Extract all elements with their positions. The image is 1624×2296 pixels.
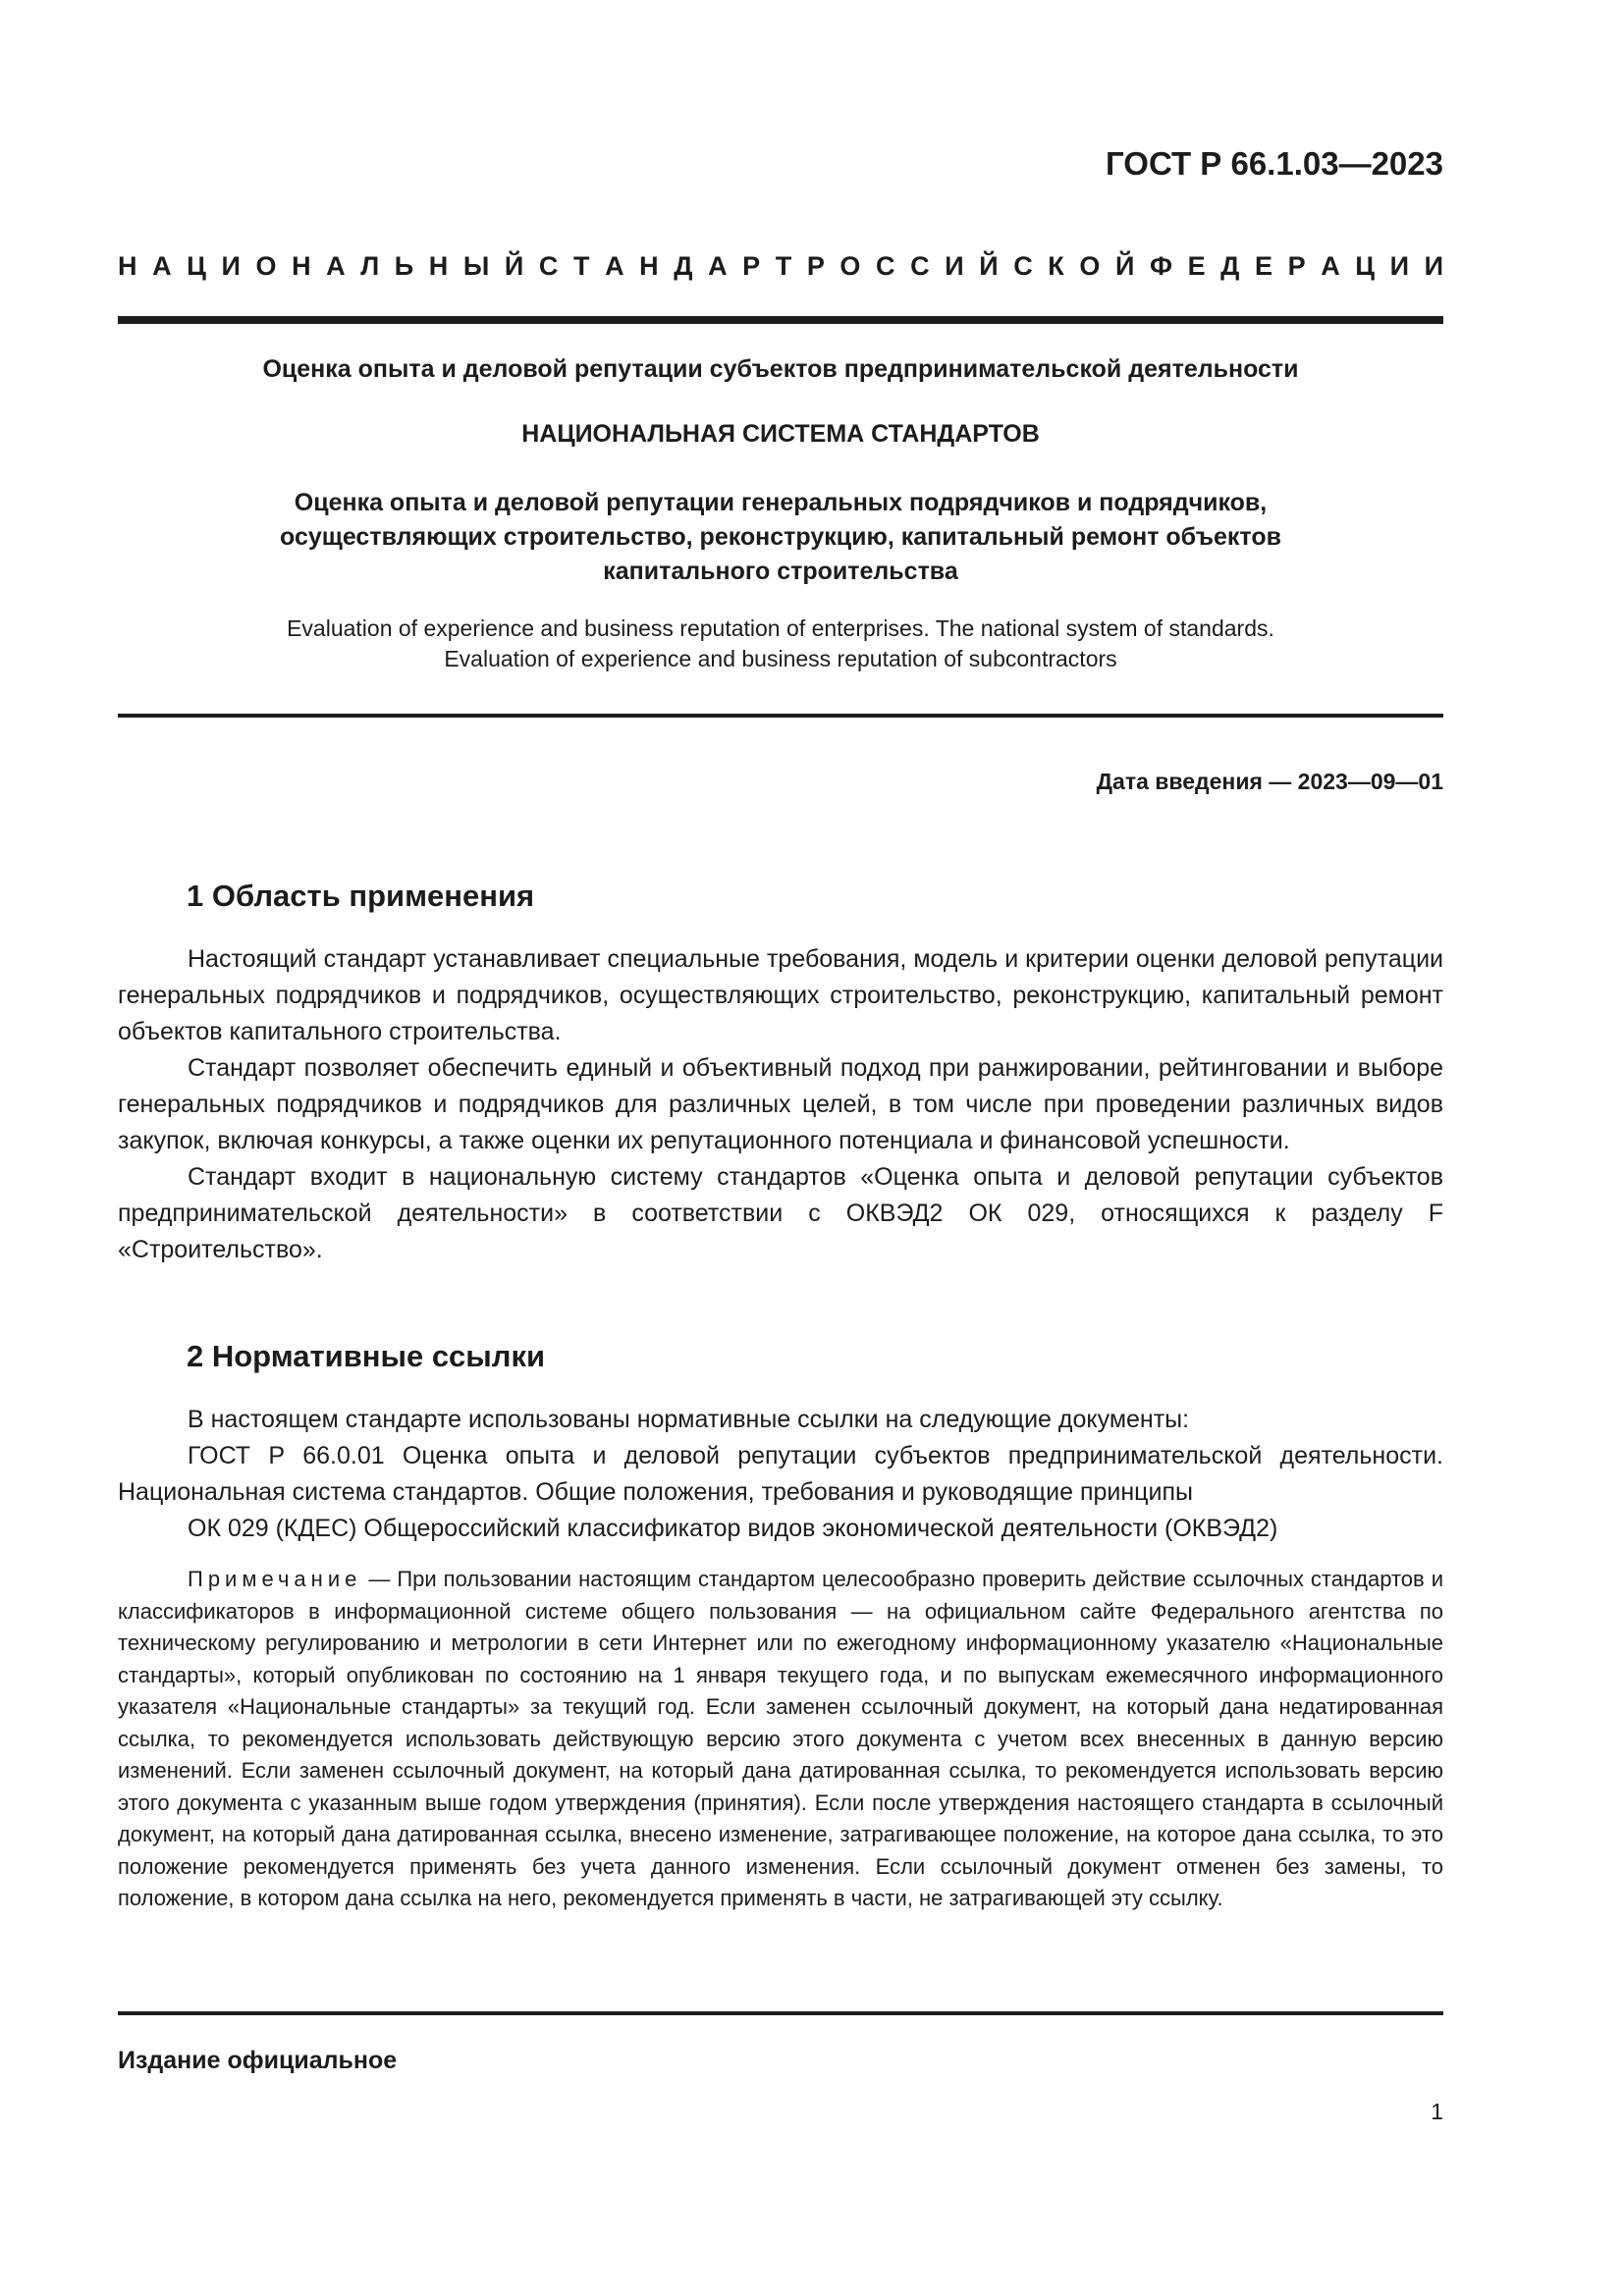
english-title-line-2: Evaluation of experience and business reputation of subcontractors [444, 646, 1117, 671]
title-divider [118, 714, 1443, 718]
page-number: 1 [1431, 2099, 1443, 2124]
english-title [118, 614, 1443, 674]
note-label: Примечание [188, 1567, 362, 1591]
section-1-heading: 1 Область применения [187, 879, 535, 913]
gost-number: ГОСТ Р 66.1.03—2023 [1106, 145, 1443, 182]
series-title: Оценка опыта и деловой репутации субъектов предпринимательской деятельности [262, 355, 1299, 383]
main-title-line-1: Оценка опыта и деловой репутации генеральных подрядчиков и подрядчиков, [294, 489, 1268, 516]
national-standard-banner: Н А Ц И О Н А Л Ь Н Ы Й С Т А Н Д А Р Т Р О С С И Й С К О Й Ф Е Д Е Р А Ц И И [118, 251, 1443, 281]
note-text: — При пользовании настоящим стандартом целесообразно проверить действие ссылочных стандартов и классификаторов в информационной системе общего пользования — на официальном сайте Федерального агентства по техническому регулированию и метрологии в сети Интернет или по ежегодному информационному указателю «Национальные стандарты», который опубликован по состоянию на 1 января текущего года, и по выпускам ежемесячного информационного указателя «Национальные стандарты» за текущий год. Если заменен ссылочный документ, на который дана недатированная ссылка, то рекомендуется использовать действующую версию этого документа с учетом всех внесенных в данную версию изменений. Если заменен ссылочный документ, на который дана датированная ссылка, то рекомендуется использовать версию этого документа с указанным выше годом утверждения (принятия). Если после утверждения настоящего стандарта в ссылочный документ, на который дана датированная ссылка, внесено изменение, затрагивающее положение, на которое дана ссылка, то это положение рекомендуется применять без учета данного изменения. Если ссылочный документ отменен без замены, то положение, в котором дана ссылка на него, рекомендуется применять в части, не затрагивающей эту ссылку. [118, 1567, 1443, 1910]
system-title: НАЦИОНАЛЬНАЯ СИСТЕМА СТАНДАРТОВ [521, 420, 1040, 448]
english-title-line-1: Evaluation of experience and business reputation of enterprises. The national system of standards. [287, 615, 1274, 641]
main-title-line-2: осуществляющих строительство, реконструкцию, капитальный ремонт объектов [280, 523, 1281, 551]
intro-date: Дата введения — 2023—09—01 [1096, 769, 1443, 794]
section-1-body [118, 941, 1443, 1268]
section-1-paragraph: Стандарт позволяет обеспечить единый и объективный подход при ранжировании, рейтинговании и выборе генеральных подрядчиков и подрядчиков для различных целей, в том числе при проведении различных видов закупок, включая конкурсы, а также оценки их репутационного потенциала и финансовой успешности. [118, 1054, 1443, 1154]
section-2-heading: 2 Нормативные ссылки [187, 1339, 546, 1373]
note-paragraph [118, 1564, 1443, 1915]
reference-item: ОК 029 (КДЕС) Общероссийский классификатор видов экономической деятельности (ОКВЭД2) [188, 1515, 1278, 1542]
section-1-paragraph: Стандарт входит в национальную систему стандартов «Оценка опыта и деловой репутации субъектов предпринимательской деятельности» в соответствии с ОКВЭД2 ОК 029, относящихся к разделу F «Строительство». [118, 1163, 1443, 1263]
reference-item: ГОСТ Р 66.0.01 Оценка опыта и деловой репутации субъектов предпринимательской деятельности. Национальная система стандартов. Общие положения, требования и руководящие принципы [118, 1442, 1443, 1506]
section-1-paragraph: Настоящий стандарт устанавливает специальные требования, модель и критерии оценки деловой репутации генеральных подрядчиков и подрядчиков, осуществляющих строительство, реконструкцию, капитальный ремонт объектов капитального строительства. [118, 945, 1443, 1045]
main-title-line-3: капитального строительства [603, 558, 958, 585]
footer-divider [118, 2011, 1443, 2015]
section-2-lead: В настоящем стандарте использованы нормативные ссылки на следующие документы: [188, 1406, 1190, 1433]
reference-note [118, 1564, 1443, 1915]
main-title [118, 486, 1443, 589]
section-2-body [118, 1402, 1443, 1547]
top-divider [118, 316, 1443, 324]
official-edition-label: Издание официальное [118, 2047, 398, 2074]
